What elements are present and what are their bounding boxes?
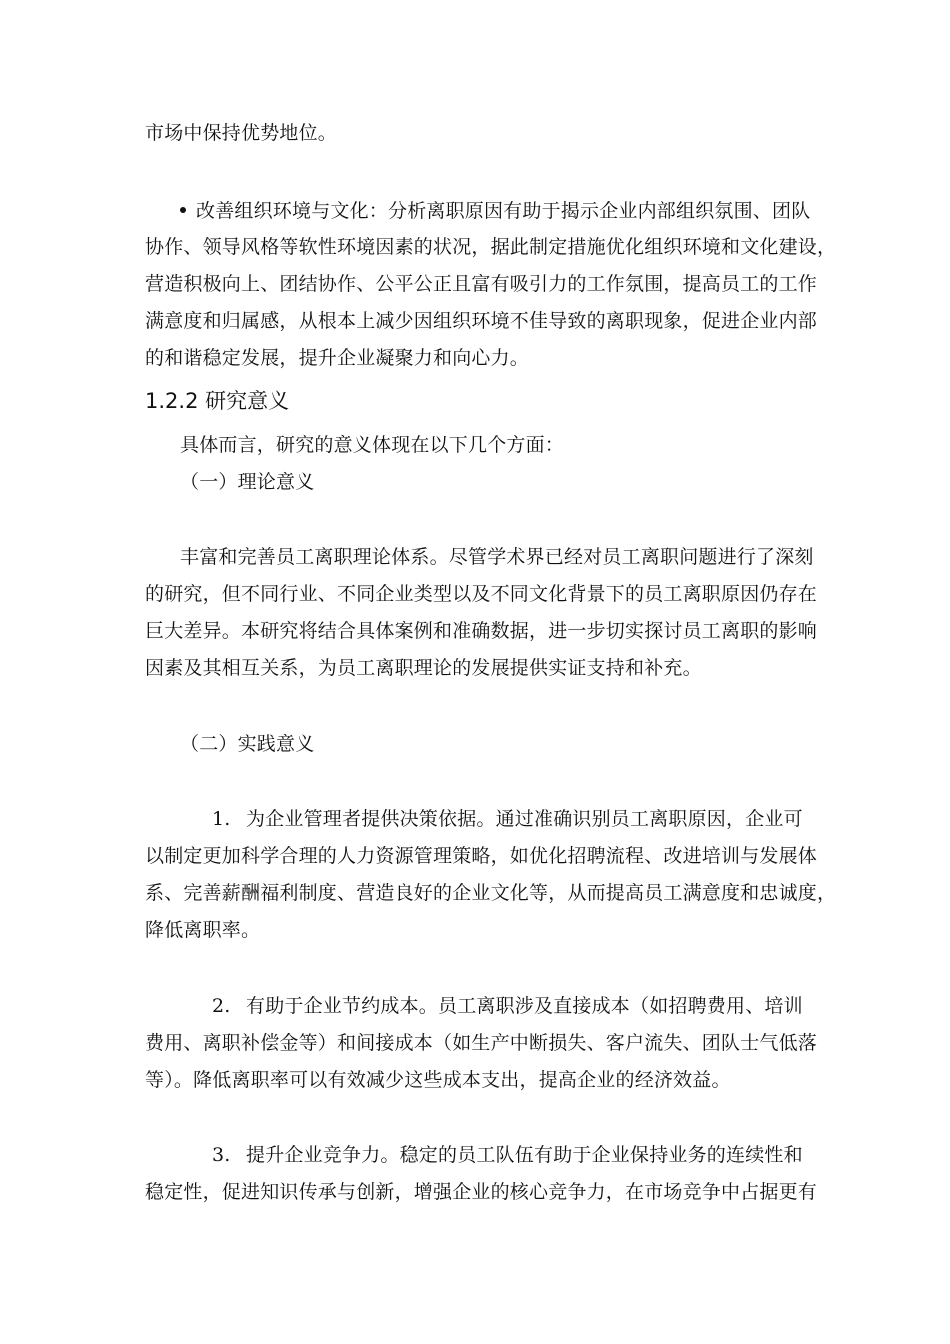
- paragraph-line: 1. 为企业管理者提供决策依据。通过准确识别员工离职原因，企业可: [212, 808, 803, 830]
- paragraph-line: 巨大差异。本研究将结合具体案例和准确数据，进一步切实探讨员工离职的影响: [145, 620, 818, 642]
- subsection-title: （一）理论意义: [180, 471, 315, 493]
- subsection-title: （二）实践意义: [180, 733, 315, 755]
- item-number: 1.: [212, 808, 231, 830]
- paragraph-line: 系、完善薪酬福利制度、营造良好的企业文化等，从而提高员工满意度和忠诚度，: [145, 882, 837, 904]
- paragraph-line: 等）。降低离职率可以有效减少这些成本支出，提高企业的经济效益。: [145, 1069, 731, 1091]
- intro-line: 具体而言，研究的意义体现在以下几个方面：: [180, 434, 565, 456]
- section-heading: 1.2.2 研究意义: [145, 389, 290, 413]
- paragraph-line: 的研究，但不同行业、不同企业类型以及不同文化背景下的员工离职原因仍存在: [145, 583, 818, 605]
- item-number: 3.: [212, 1144, 231, 1166]
- paragraph-line: 改善组织环境与文化：分析离职原因有助于揭示企业内部组织氛围、团队: [180, 199, 810, 223]
- paragraph-line: 营造积极向上、团结协作、公平公正且富有吸引力的工作氛围，提高员工的工作: [145, 273, 818, 295]
- item-number: 2.: [212, 995, 231, 1017]
- paragraph-line: 2. 有助于企业节约成本。员工离职涉及直接成本（如招聘费用、培训: [212, 995, 803, 1017]
- paragraph-line: 3. 提升企业竞争力。稳定的员工队伍有助于企业保持业务的连续性和: [212, 1144, 803, 1166]
- paragraph-line: 满意度和归属感，从根本上减少因组织环境不佳导致的离职现象，促进企业内部: [145, 310, 818, 332]
- bullet-icon: [180, 207, 186, 213]
- continuation-line: 市场中保持优势地位。: [145, 122, 338, 144]
- paragraph-line: 以制定更加科学合理的人力资源管理策略，如优化招聘流程、改进培训与发展体: [145, 845, 818, 867]
- paragraph-line: 因素及其相互关系，为员工离职理论的发展提供实证支持和补充。: [145, 657, 702, 679]
- paragraph-line: 降低离职率。: [145, 919, 261, 941]
- paragraph-line: 稳定性，促进知识传承与创新，增强企业的核心竞争力，在市场竞争中占据更有: [145, 1181, 818, 1203]
- paragraph-line: 丰富和完善员工离职理论体系。尽管学术界已经对员工离职问题进行了深刻: [180, 546, 814, 568]
- paragraph-line: 协作、领导风格等软性环境因素的状况，据此制定措施优化组织环境和文化建设，: [145, 236, 837, 258]
- paragraph-line: 的和谐稳定发展，提升企业凝聚力和向心力。: [145, 347, 530, 369]
- paragraph-line: 费用、离职补偿金等）和间接成本（如生产中断损失、客户流失、团队士气低落: [145, 1032, 818, 1054]
